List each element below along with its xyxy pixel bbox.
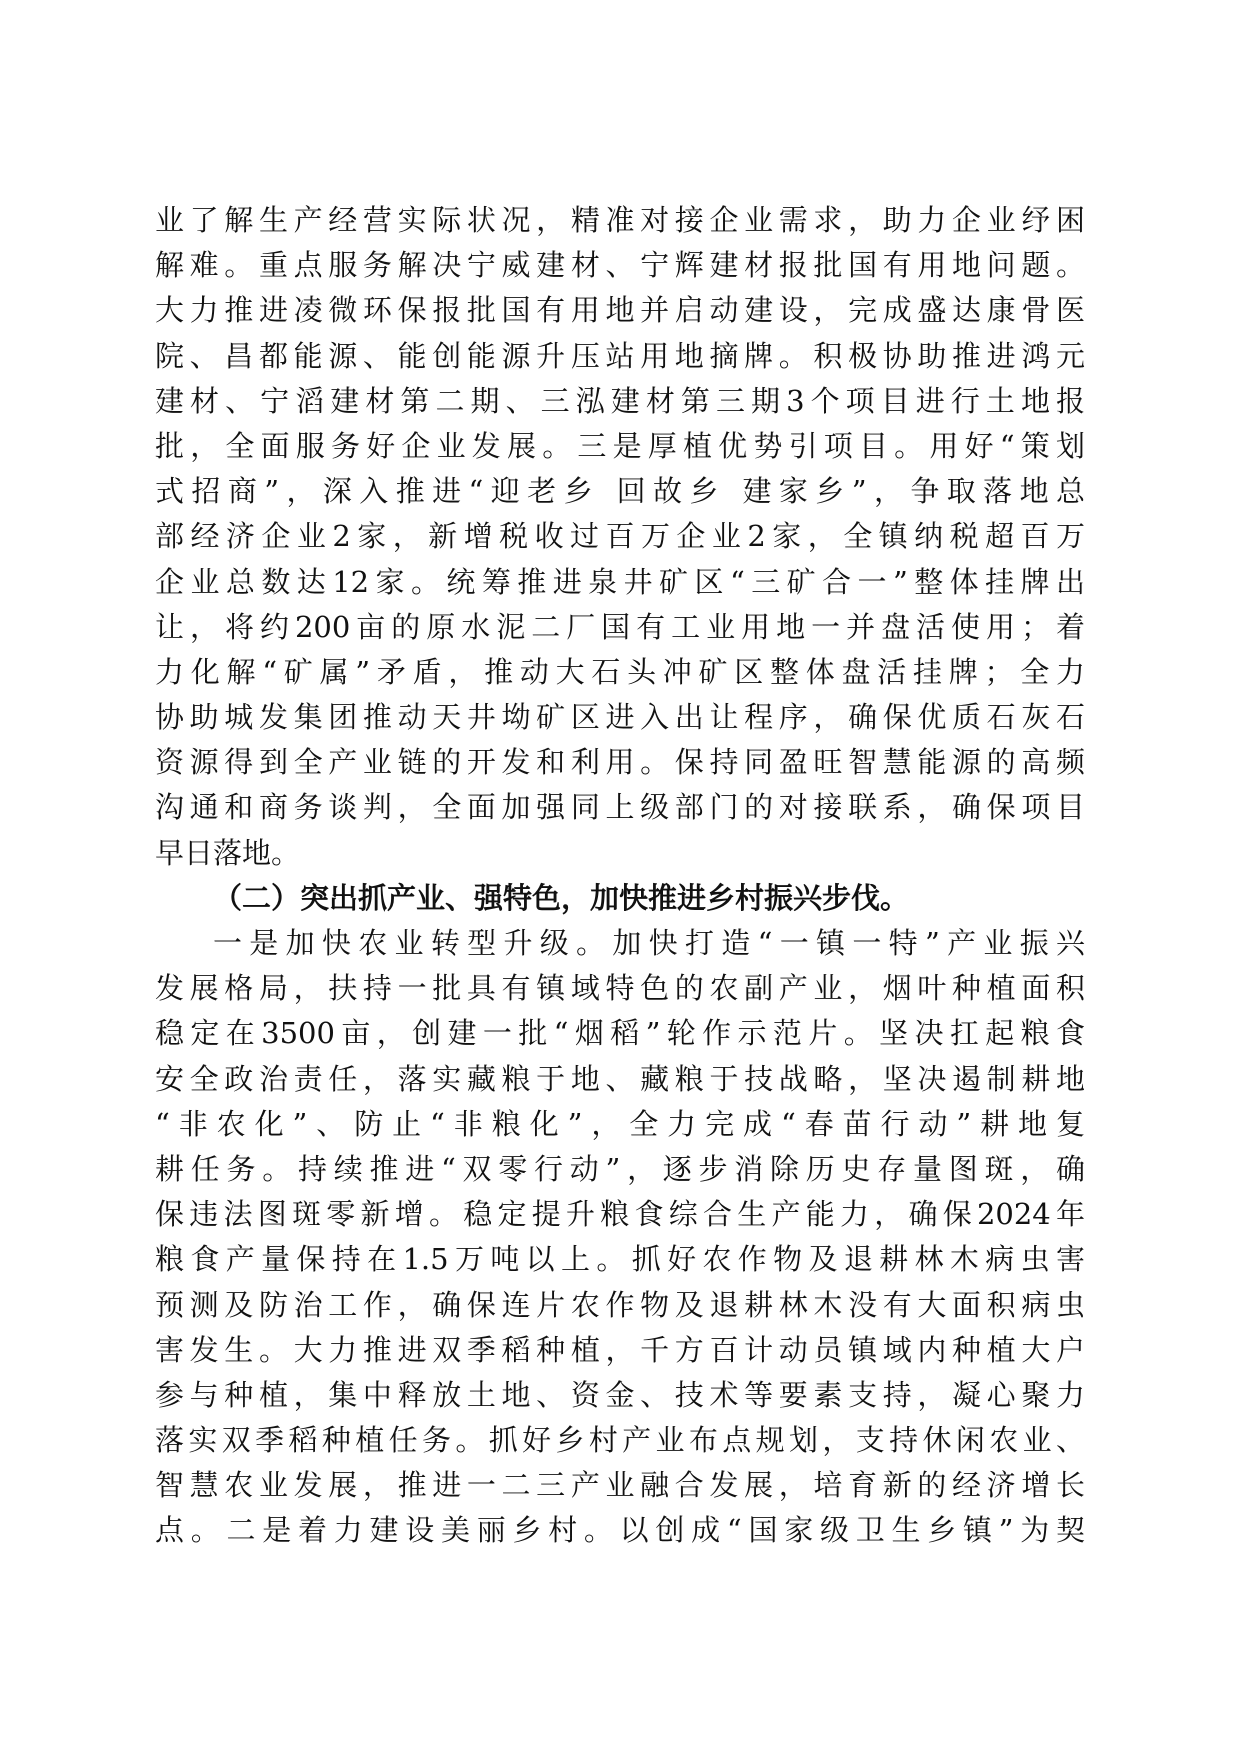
text-line: 建材、宁滔建材第二期、三泓建材第三期3个项目进行土地报 [155, 383, 1085, 418]
text-line: 耕任务。持续推进“双零行动”，逐步消除历史存量图斑，确 [155, 1151, 1085, 1186]
text-line: 大力推进凌微环保报批国有用地并启动建设，完成盛达康骨医 [155, 293, 1085, 328]
text-line: “非农化”、防止“非粮化”，全力完成“春苗行动”耕地复 [155, 1106, 1085, 1141]
text-line: 沟通和商务谈判，全面加强同上级部门的对接联系，确保项目 [155, 790, 1085, 825]
text-line: 粮食产量保持在1.5万吨以上。抓好农作物及退耕林木病虫害 [155, 1242, 1085, 1277]
text-line: 业了解生产经营实际状况，精准对接企业需求，助力企业纾困 [155, 203, 1085, 237]
text-line: 安全政治责任，落实藏粮于地、藏粮于技战略，坚决遏制耕地 [155, 1061, 1085, 1096]
text-line: 害发生。大力推进双季稻种植，千方百计动员镇域内种植大户 [155, 1332, 1085, 1367]
text-line: 落实双季稻种植任务。抓好乡村产业布点规划，支持休闲农业、 [155, 1423, 1085, 1458]
text-line: 稳定在3500亩，创建一批“烟稻”轮作示范片。坚决扛起粮食 [155, 1016, 1085, 1051]
text-line: 参与种植，集中释放土地、资金、技术等要素支持，凝心聚力 [155, 1377, 1085, 1412]
text-line: 资源得到全产业链的开发和利用。保持同盈旺智慧能源的高频 [155, 745, 1085, 780]
text-line: 让，将约200亩的原水泥二厂国有工业用地一并盘活使用；着 [155, 609, 1085, 644]
text-line: 企业总数达12家。统筹推进泉井矿区“三矿合一”整体挂牌出 [155, 564, 1085, 599]
text-line: 智慧农业发展，推进一二三产业融合发展，培育新的经济增长 [155, 1468, 1085, 1503]
text-line: 一是加快农业转型升级。加快打造“一镇一特”产业振兴 [213, 926, 1085, 960]
text-line: 力化解“矿属”矛盾，推动大石头冲矿区整体盘活挂牌；全力 [155, 654, 1085, 689]
text-line: 点。二是着力建设美丽乡村。以创成“国家级卫生乡镇”为契 [155, 1513, 1085, 1548]
text-line: 早日落地。 [155, 835, 301, 870]
text-line: 院、昌都能源、能创能源升压站用地摘牌。积极协助推进鸿元 [155, 338, 1085, 373]
text-line: 批，全面服务好企业发展。三是厚植优势引项目。用好“策划 [155, 428, 1085, 463]
body-text [155, 198, 1085, 1554]
section-heading: （二）突出抓产业、强特色，加快推进乡村振兴步伐。 [213, 880, 910, 915]
text-line: 解难。重点服务解决宁威建材、宁辉建材报批国有用地问题。 [155, 248, 1085, 283]
text-line: 协助城发集团推动天井坳矿区进入出让程序，确保优质石灰石 [155, 700, 1085, 735]
text-line: 发展格局，扶持一批具有镇域特色的农副产业，烟叶种植面积 [155, 971, 1085, 1006]
text-line: 保违法图斑零新增。稳定提升粮食综合生产能力，确保2024年 [155, 1197, 1085, 1232]
text-line: 式招商”，深入推进“迎老乡 回故乡 建家乡”，争取落地总 [155, 474, 1085, 509]
text-line: 部经济企业2家，新增税收过百万企业2家，全镇纳税超百万 [155, 519, 1085, 554]
text-line: 预测及防治工作，确保连片农作物及退耕林木没有大面积病虫 [155, 1287, 1085, 1322]
